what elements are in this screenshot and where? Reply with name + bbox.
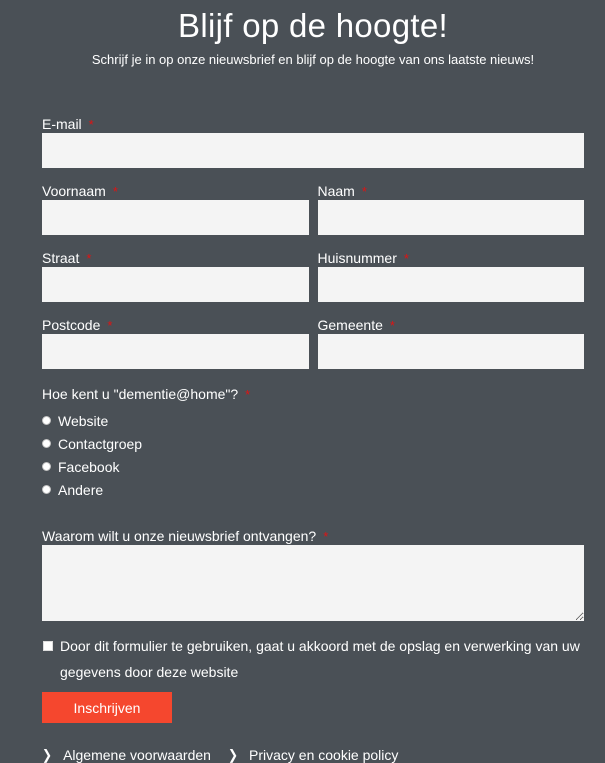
email-input[interactable]	[42, 133, 584, 168]
footer-links	[42, 747, 584, 763]
email-label: E-mail *	[42, 116, 94, 132]
straat-label: Straat *	[42, 250, 92, 266]
radio-button-icon[interactable]	[42, 439, 51, 448]
name-row	[42, 183, 584, 235]
straat-input[interactable]	[42, 267, 309, 302]
radio-option-label: Facebook	[58, 458, 120, 475]
reason-question-label: Waarom wilt u onze nieuwsbrief ontvangen? *	[42, 528, 329, 544]
naam-label: Naam *	[317, 183, 367, 199]
source-question-options	[42, 409, 584, 501]
radio-option-facebook[interactable]	[42, 455, 584, 478]
source-question-group	[42, 386, 584, 501]
page-title: Blijf op de hoogte!	[178, 7, 448, 44]
reason-textarea[interactable]	[42, 545, 584, 621]
newsletter-form	[42, 116, 584, 723]
footer-link-label: Algemene voorwaarden	[63, 747, 211, 763]
required-asterisk: *	[112, 184, 118, 199]
consent-row	[42, 633, 584, 685]
radio-option-label: Website	[58, 412, 109, 429]
postcode-field-group	[42, 317, 309, 369]
required-asterisk: *	[86, 251, 92, 266]
street-row	[42, 250, 584, 302]
radio-option-label: Contactgroep	[58, 435, 143, 452]
radio-option-label: Andere	[58, 481, 104, 498]
consent-label: Door dit formulier te gebruiken, gaat u akkoord met de opslag en verwerking van uw gegevens door deze website	[60, 638, 580, 680]
chevron-right-icon: ❯	[227, 746, 238, 763]
radio-option-contactgroep[interactable]	[42, 432, 584, 455]
link-algemene-voorwaarden[interactable]	[42, 747, 211, 763]
postcode-label: Postcode *	[42, 317, 113, 333]
gemeente-input[interactable]	[318, 334, 585, 369]
required-asterisk: *	[88, 117, 94, 132]
footer-link-label: Privacy en cookie policy	[249, 747, 399, 763]
gemeente-label: Gemeente *	[317, 317, 395, 333]
huisnummer-label: Huisnummer *	[317, 250, 409, 266]
radio-option-website[interactable]	[42, 409, 584, 432]
reason-question-group	[42, 528, 584, 621]
radio-button-icon[interactable]	[42, 485, 51, 494]
required-asterisk: *	[107, 318, 113, 333]
voornaam-label: Voornaam *	[42, 183, 118, 199]
city-row	[42, 317, 584, 369]
straat-field-group	[42, 250, 309, 302]
required-asterisk: *	[389, 318, 395, 333]
required-asterisk: *	[361, 184, 367, 199]
huisnummer-field-group	[318, 250, 585, 302]
subscribe-button[interactable]: Inschrijven	[42, 692, 172, 723]
required-asterisk: *	[245, 387, 251, 402]
email-field-group	[42, 116, 584, 168]
radio-option-andere[interactable]	[42, 478, 584, 501]
link-privacy-cookie-policy[interactable]	[228, 747, 398, 763]
naam-input[interactable]	[318, 200, 585, 235]
consent-checkbox[interactable]	[43, 641, 53, 651]
gemeente-field-group	[318, 317, 585, 369]
voornaam-field-group	[42, 183, 309, 235]
radio-button-icon[interactable]	[42, 416, 51, 425]
required-asterisk: *	[403, 251, 409, 266]
voornaam-input[interactable]	[42, 200, 309, 235]
source-question-label: Hoe kent u "dementie@home"? *	[42, 386, 251, 402]
page-subtitle: Schrijf je in op onze nieuwsbrief en blijf op de hoogte van ons laatste nieuws!	[91, 52, 535, 67]
radio-button-icon[interactable]	[42, 462, 51, 471]
postcode-input[interactable]	[42, 334, 309, 369]
huisnummer-input[interactable]	[318, 267, 585, 302]
required-asterisk: *	[323, 529, 329, 544]
naam-field-group	[318, 183, 585, 235]
chevron-right-icon: ❯	[42, 746, 53, 763]
